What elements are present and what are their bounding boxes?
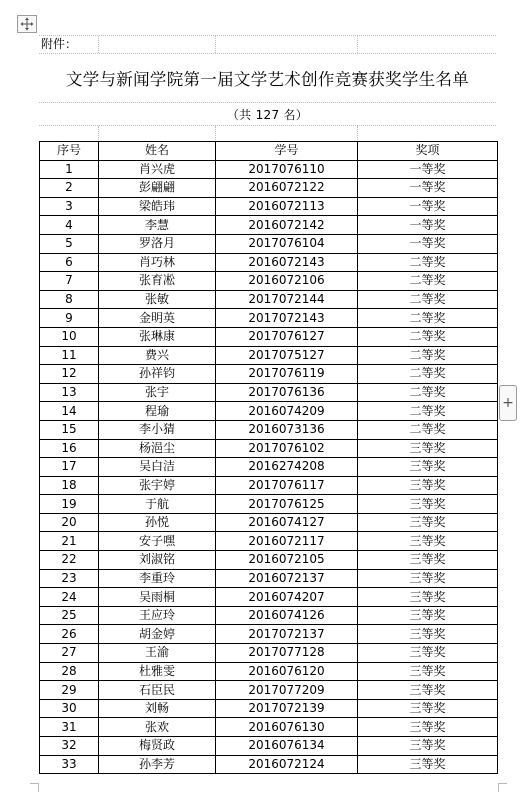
- cell-name: 程瑜: [99, 402, 216, 421]
- cell-student-id: 2016072124: [216, 755, 358, 774]
- cell-name: 费兴: [99, 346, 216, 365]
- cell-student-id: 2016074127: [216, 513, 358, 532]
- document-header: [39, 35, 496, 142]
- move-arrows-icon: [20, 17, 34, 31]
- cell-index: 27: [40, 644, 99, 663]
- cell-name: 彭翩翩: [99, 179, 216, 198]
- cell-student-id: 2017072143: [216, 309, 358, 328]
- cell-award: 三等奖: [358, 718, 498, 737]
- cell-student-id: 2016073136: [216, 420, 358, 439]
- cell-student-id: 2016074126: [216, 606, 358, 625]
- cell-award: 二等奖: [358, 365, 498, 384]
- table-row: [40, 681, 498, 700]
- cell-award: 三等奖: [358, 606, 498, 625]
- table-row: [40, 718, 498, 737]
- table-row: [40, 513, 498, 532]
- cell-index: 29: [40, 681, 99, 700]
- cell-index: 3: [40, 197, 99, 216]
- table-body: [40, 160, 498, 774]
- cell-student-id: 2016274208: [216, 458, 358, 477]
- cell-award: 一等奖: [358, 160, 498, 179]
- cell-award: 一等奖: [358, 197, 498, 216]
- table-row: [40, 365, 498, 384]
- cell-name: 张琳康: [99, 327, 216, 346]
- cell-student-id: 2017075127: [216, 346, 358, 365]
- table-row: [40, 551, 498, 570]
- cell-index: 9: [40, 309, 99, 328]
- cell-name: 张宇婷: [99, 476, 216, 495]
- cell-award: 二等奖: [358, 253, 498, 272]
- crop-mark-bottom-right: [498, 783, 507, 792]
- cell-divider: [357, 126, 358, 142]
- cell-index: 6: [40, 253, 99, 272]
- cell-index: 12: [40, 365, 99, 384]
- cell-name: 杜雅雯: [99, 662, 216, 681]
- cell-student-id: 2017077128: [216, 644, 358, 663]
- table-row: [40, 290, 498, 309]
- cell-name: 吴白洁: [99, 458, 216, 477]
- cell-divider: [98, 126, 99, 142]
- cell-student-id: 2016072122: [216, 179, 358, 198]
- cell-student-id: 2017076119: [216, 365, 358, 384]
- table-row: [40, 402, 498, 421]
- cell-student-id: 2016072117: [216, 532, 358, 551]
- cell-name: 安子嘿: [99, 532, 216, 551]
- cell-index: 25: [40, 606, 99, 625]
- cell-student-id: 2017072144: [216, 290, 358, 309]
- cell-name: 王渝: [99, 644, 216, 663]
- table-row: [40, 532, 498, 551]
- cell-name: 孙悦: [99, 513, 216, 532]
- cell-name: 孙祥钧: [99, 365, 216, 384]
- cell-student-id: 2016076120: [216, 662, 358, 681]
- cell-award: 三等奖: [358, 551, 498, 570]
- cell-index: 28: [40, 662, 99, 681]
- cell-award: 三等奖: [358, 476, 498, 495]
- cell-award: 三等奖: [358, 681, 498, 700]
- cell-award: 三等奖: [358, 588, 498, 607]
- cell-student-id: 2017076104: [216, 234, 358, 253]
- table-row: [40, 662, 498, 681]
- cell-name: 刘淑铭: [99, 551, 216, 570]
- attachment-row: [39, 35, 496, 54]
- cell-name: 张宇: [99, 383, 216, 402]
- cell-index: 32: [40, 737, 99, 756]
- cell-divider: [215, 36, 216, 53]
- table-row: [40, 495, 498, 514]
- table-row: [40, 737, 498, 756]
- cell-name: 李重玲: [99, 569, 216, 588]
- cell-student-id: 2017076117: [216, 476, 358, 495]
- attachment-label: 附件：: [41, 37, 78, 51]
- cell-name: 胡金婷: [99, 625, 216, 644]
- cell-award: 二等奖: [358, 290, 498, 309]
- cell-index: 8: [40, 290, 99, 309]
- cell-student-id: 2016076130: [216, 718, 358, 737]
- document-title: 文学与新闻学院第一届文学艺术创作竞赛获奖学生名单: [39, 54, 496, 103]
- crop-mark-bottom-left: [30, 783, 39, 792]
- cell-index: 5: [40, 234, 99, 253]
- cell-index: 24: [40, 588, 99, 607]
- cell-student-id: 2017072139: [216, 699, 358, 718]
- table-row: [40, 420, 498, 439]
- table-row: [40, 569, 498, 588]
- cell-award: 三等奖: [358, 737, 498, 756]
- cell-index: 30: [40, 699, 99, 718]
- cell-name: 孙李芳: [99, 755, 216, 774]
- cell-student-id: 2017076127: [216, 327, 358, 346]
- cell-name: 肖兴虎: [99, 160, 216, 179]
- cell-name: 金明英: [99, 309, 216, 328]
- cell-award: 三等奖: [358, 644, 498, 663]
- table-row: [40, 346, 498, 365]
- cell-student-id: 2016074207: [216, 588, 358, 607]
- cell-index: 15: [40, 420, 99, 439]
- cell-student-id: 2016072105: [216, 551, 358, 570]
- cell-award: 二等奖: [358, 346, 498, 365]
- cell-award: 三等奖: [358, 513, 498, 532]
- cell-award: 三等奖: [358, 755, 498, 774]
- cell-student-id: 2016076134: [216, 737, 358, 756]
- cell-divider: [215, 126, 216, 142]
- cell-index: 21: [40, 532, 99, 551]
- table-move-handle[interactable]: [17, 15, 37, 33]
- cell-award: 三等奖: [358, 532, 498, 551]
- cell-index: 2: [40, 179, 99, 198]
- cell-name: 李小猜: [99, 420, 216, 439]
- cell-award: 二等奖: [358, 402, 498, 421]
- cell-divider: [98, 36, 99, 53]
- cell-index: 11: [40, 346, 99, 365]
- table-row: [40, 327, 498, 346]
- table-row: [40, 606, 498, 625]
- table-row: [40, 309, 498, 328]
- cell-index: 33: [40, 755, 99, 774]
- cell-name: 张敏: [99, 290, 216, 309]
- cell-student-id: 2017076136: [216, 383, 358, 402]
- cell-award: 三等奖: [358, 458, 498, 477]
- cell-name: 吴雨桐: [99, 588, 216, 607]
- table-row: [40, 644, 498, 663]
- column-header-index: 序号: [40, 142, 99, 161]
- cell-award: 三等奖: [358, 495, 498, 514]
- cell-name: 李慧: [99, 216, 216, 235]
- column-header-student-id: 学号: [216, 142, 358, 161]
- cell-student-id: 2016072137: [216, 569, 358, 588]
- blank-row: [39, 126, 496, 142]
- cell-award: 二等奖: [358, 272, 498, 291]
- cell-student-id: 2017077209: [216, 681, 358, 700]
- column-header-award: 奖项: [358, 142, 498, 161]
- cell-index: 10: [40, 327, 99, 346]
- cell-name: 梁皓玮: [99, 197, 216, 216]
- cell-award: 二等奖: [358, 383, 498, 402]
- cell-index: 31: [40, 718, 99, 737]
- cell-award: 三等奖: [358, 439, 498, 458]
- table-row: [40, 216, 498, 235]
- table-row: [40, 625, 498, 644]
- cell-index: 7: [40, 272, 99, 291]
- table-row: [40, 439, 498, 458]
- table-row: [40, 253, 498, 272]
- cell-name: 石臣民: [99, 681, 216, 700]
- cell-award: 一等奖: [358, 234, 498, 253]
- cell-index: 20: [40, 513, 99, 532]
- cell-divider: [357, 36, 358, 53]
- cell-student-id: 2017076125: [216, 495, 358, 514]
- cell-name: 张育凇: [99, 272, 216, 291]
- table-row: [40, 458, 498, 477]
- table-row: [40, 383, 498, 402]
- cell-award: 三等奖: [358, 662, 498, 681]
- cell-name: 肖巧林: [99, 253, 216, 272]
- cell-student-id: 2016072143: [216, 253, 358, 272]
- cell-name: 罗洛月: [99, 234, 216, 253]
- cell-student-id: 2016072142: [216, 216, 358, 235]
- cell-index: 17: [40, 458, 99, 477]
- cell-name: 张欢: [99, 718, 216, 737]
- cell-student-id: 2016072106: [216, 272, 358, 291]
- cell-award: 二等奖: [358, 327, 498, 346]
- cell-award: 二等奖: [358, 309, 498, 328]
- cell-award: 一等奖: [358, 179, 498, 198]
- cell-name: 王应玲: [99, 606, 216, 625]
- table-row: [40, 197, 498, 216]
- column-header-name: 姓名: [99, 142, 216, 161]
- cell-student-id: 2017076110: [216, 160, 358, 179]
- cell-name: 杨浥尘: [99, 439, 216, 458]
- plus-icon: +: [502, 395, 514, 411]
- add-column-button[interactable]: [499, 385, 517, 421]
- table-row: [40, 755, 498, 774]
- cell-student-id: 2017076102: [216, 439, 358, 458]
- cell-index: 22: [40, 551, 99, 570]
- cell-index: 18: [40, 476, 99, 495]
- cell-award: 三等奖: [358, 569, 498, 588]
- cell-award: 三等奖: [358, 625, 498, 644]
- table-row: [40, 234, 498, 253]
- cell-student-id: 2016072113: [216, 197, 358, 216]
- cell-award: 二等奖: [358, 420, 498, 439]
- cell-index: 19: [40, 495, 99, 514]
- cell-student-id: 2016074209: [216, 402, 358, 421]
- cell-index: 1: [40, 160, 99, 179]
- cell-index: 14: [40, 402, 99, 421]
- cell-name: 于航: [99, 495, 216, 514]
- table-row: [40, 179, 498, 198]
- table-row: [40, 588, 498, 607]
- table-row: [40, 272, 498, 291]
- cell-student-id: 2017072137: [216, 625, 358, 644]
- table-row: [40, 699, 498, 718]
- award-roster-table: [39, 141, 498, 774]
- table-row: [40, 160, 498, 179]
- cell-award: 一等奖: [358, 216, 498, 235]
- cell-index: 13: [40, 383, 99, 402]
- cell-name: 梅贤政: [99, 737, 216, 756]
- cell-index: 23: [40, 569, 99, 588]
- cell-name: 刘畅: [99, 699, 216, 718]
- student-count: （共 127 名）: [39, 103, 496, 126]
- table-row: [40, 476, 498, 495]
- cell-award: 三等奖: [358, 699, 498, 718]
- table-header-row: [40, 142, 498, 161]
- cell-index: 16: [40, 439, 99, 458]
- cell-index: 26: [40, 625, 99, 644]
- cell-index: 4: [40, 216, 99, 235]
